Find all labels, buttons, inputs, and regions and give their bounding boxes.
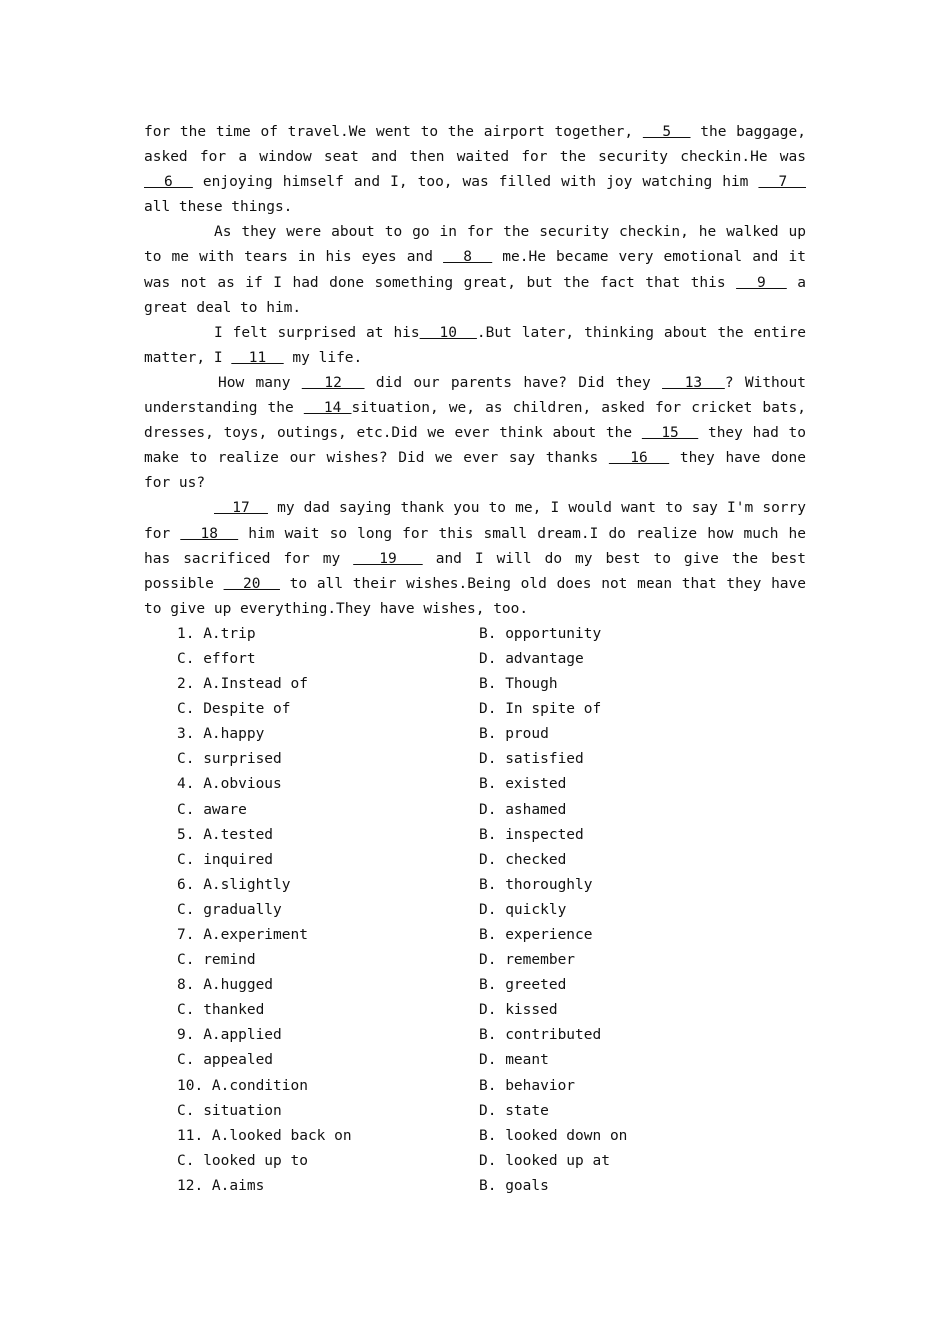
answer-options (144, 622, 806, 1199)
option-right: D. satisfied (479, 751, 584, 768)
option-right: B. opportunity (479, 625, 602, 642)
option-right: B. contributed (479, 1027, 602, 1044)
blank-number: 6 (144, 174, 193, 191)
option-row (144, 647, 806, 672)
passage-text: and I will do my best to give the best possible (144, 550, 806, 592)
blank-number: 16 (608, 450, 670, 467)
option-left: 12. A.aims (177, 1177, 265, 1194)
option-row (144, 697, 806, 722)
option-row (144, 672, 806, 697)
option-row (144, 1149, 806, 1174)
option-row (144, 923, 806, 948)
blank-number: 19 (353, 550, 423, 567)
option-row (144, 798, 806, 823)
option-row (144, 747, 806, 772)
passage-paragraph (144, 371, 806, 496)
option-row (144, 898, 806, 923)
option-left: 4. A.obvious (177, 776, 282, 793)
passage-text: did our parents have? Did they (364, 374, 663, 391)
passage-text: they had to make to realize our wishes? Did we ever say thanks (144, 425, 806, 467)
option-left: 7. A.experiment (177, 927, 308, 943)
option-right: D. advantage (479, 650, 584, 667)
option-right: D. meant (479, 1052, 549, 1069)
option-left: 2. A.Instead of (177, 676, 308, 693)
option-row (144, 998, 806, 1023)
blank-number: 7 (758, 174, 806, 191)
option-right: D. state (479, 1102, 549, 1119)
option-right: B. looked down on (479, 1127, 628, 1144)
option-right: B. proud (479, 726, 549, 743)
option-right: B. goals (479, 1177, 549, 1194)
option-right: D. looked up at (479, 1152, 610, 1169)
option-row (144, 848, 806, 873)
passage-paragraph (144, 321, 806, 371)
option-right: D. quickly (479, 901, 567, 918)
option-left: C. Despite of (177, 701, 291, 718)
passage-text: my life. (283, 349, 363, 366)
option-left: 8. A.hugged (177, 977, 274, 994)
passage-text: me.He became very emotional and it was not as if I had done something great, but the fact that this (144, 249, 806, 291)
option-row (144, 772, 806, 797)
option-row (144, 622, 806, 647)
passage-text: As they were about to go in for the security checkin, he walked up to me with tears in his eyes and (144, 224, 806, 266)
passage-text: ? Without understanding the (144, 374, 806, 417)
option-left: 10. A.condition (177, 1077, 308, 1094)
blank-number: 8 (443, 249, 493, 266)
option-row (144, 948, 806, 973)
option-row (144, 973, 806, 998)
blank-number: 11 (231, 349, 284, 366)
option-right: D. In spite of (479, 701, 602, 718)
option-row (144, 1074, 806, 1099)
passage-text: How many (218, 374, 302, 391)
option-right: B. thoroughly (479, 876, 593, 893)
blank-number: 14 (303, 400, 352, 417)
blank-number: 18 (180, 525, 239, 542)
document-page (144, 120, 806, 1199)
passage-text: him wait so long for this small dream.I do realize how much he has sacrificed for my (144, 525, 806, 567)
option-left: C. inquired (177, 851, 274, 868)
passage-text: .But later, thinking about the entire matter, I (144, 324, 806, 366)
option-right: D. ashamed (479, 801, 567, 818)
option-right: B. Though (479, 676, 558, 693)
passage-paragraph (144, 120, 806, 220)
option-right: B. existed (479, 776, 567, 793)
passage-text: I felt surprised at his (214, 324, 420, 341)
option-left: 11. A.looked back on (177, 1127, 352, 1144)
option-row (144, 722, 806, 747)
option-left: C. gradually (177, 901, 282, 918)
option-left: C. effort (177, 650, 256, 667)
option-left: C. situation (177, 1102, 282, 1119)
option-row (144, 1124, 806, 1149)
option-left: C. appealed (177, 1052, 274, 1069)
option-row (144, 1023, 806, 1048)
option-left: C. looked up to (177, 1152, 308, 1169)
passage-paragraph (144, 220, 806, 320)
option-left: 6. A.slightly (177, 876, 291, 893)
option-right: B. greeted (479, 977, 567, 994)
option-left: 1. A.trip (177, 625, 256, 642)
passage-text: my dad saying thank you to me, I would want to say I'm sorry for (144, 500, 807, 542)
option-left: C. aware (177, 801, 247, 818)
passage-text: to all their wishes.Being old does not mean that they have to give up everything.They have wishes, too. (144, 575, 806, 617)
blank-number: 13 (662, 374, 725, 391)
option-left: 5. A.tested (177, 826, 274, 843)
option-right: B. behavior (479, 1077, 576, 1094)
passage-text: all these things. (144, 199, 293, 216)
option-row (144, 873, 806, 898)
option-right: B. inspected (479, 826, 584, 843)
option-row (144, 1174, 806, 1199)
option-row (144, 823, 806, 848)
blank-number: 10 (419, 324, 477, 341)
option-left: C. surprised (177, 751, 282, 768)
option-left: C. thanked (177, 1002, 265, 1019)
blank-number: 12 (301, 374, 365, 391)
passage-text: they have done for us? (144, 450, 806, 492)
passage-text: enjoying himself and I, too, was filled with joy watching him (192, 174, 759, 191)
passage-text: a great deal to him. (144, 274, 807, 316)
passage-text: situation, we, as children, asked for cricket bats, dresses, toys, outings, etc.Did we ever think about the (144, 400, 807, 442)
option-right: D. checked (479, 851, 567, 868)
option-right: B. experience (479, 927, 593, 943)
option-left: C. remind (177, 952, 256, 969)
blank-number: 9 (736, 274, 787, 291)
option-left: 3. A.happy (177, 726, 265, 743)
passage-paragraph (144, 496, 806, 621)
blank-number: 20 (223, 575, 280, 592)
option-left: 9. A.applied (177, 1027, 282, 1044)
cloze-passage (144, 120, 806, 622)
option-right: D. kissed (479, 1002, 558, 1019)
passage-text: for the time of travel.We went to the airport together, (144, 124, 643, 140)
option-right: D. remember (479, 952, 576, 969)
blank-number: 15 (641, 425, 699, 442)
option-row (144, 1048, 806, 1073)
blank-number: 5 (642, 124, 691, 140)
option-row (144, 1099, 806, 1124)
blank-number: 17 (214, 500, 268, 517)
passage-text: the baggage, asked for a window seat and then waited for the security checkin.He was (144, 124, 806, 166)
